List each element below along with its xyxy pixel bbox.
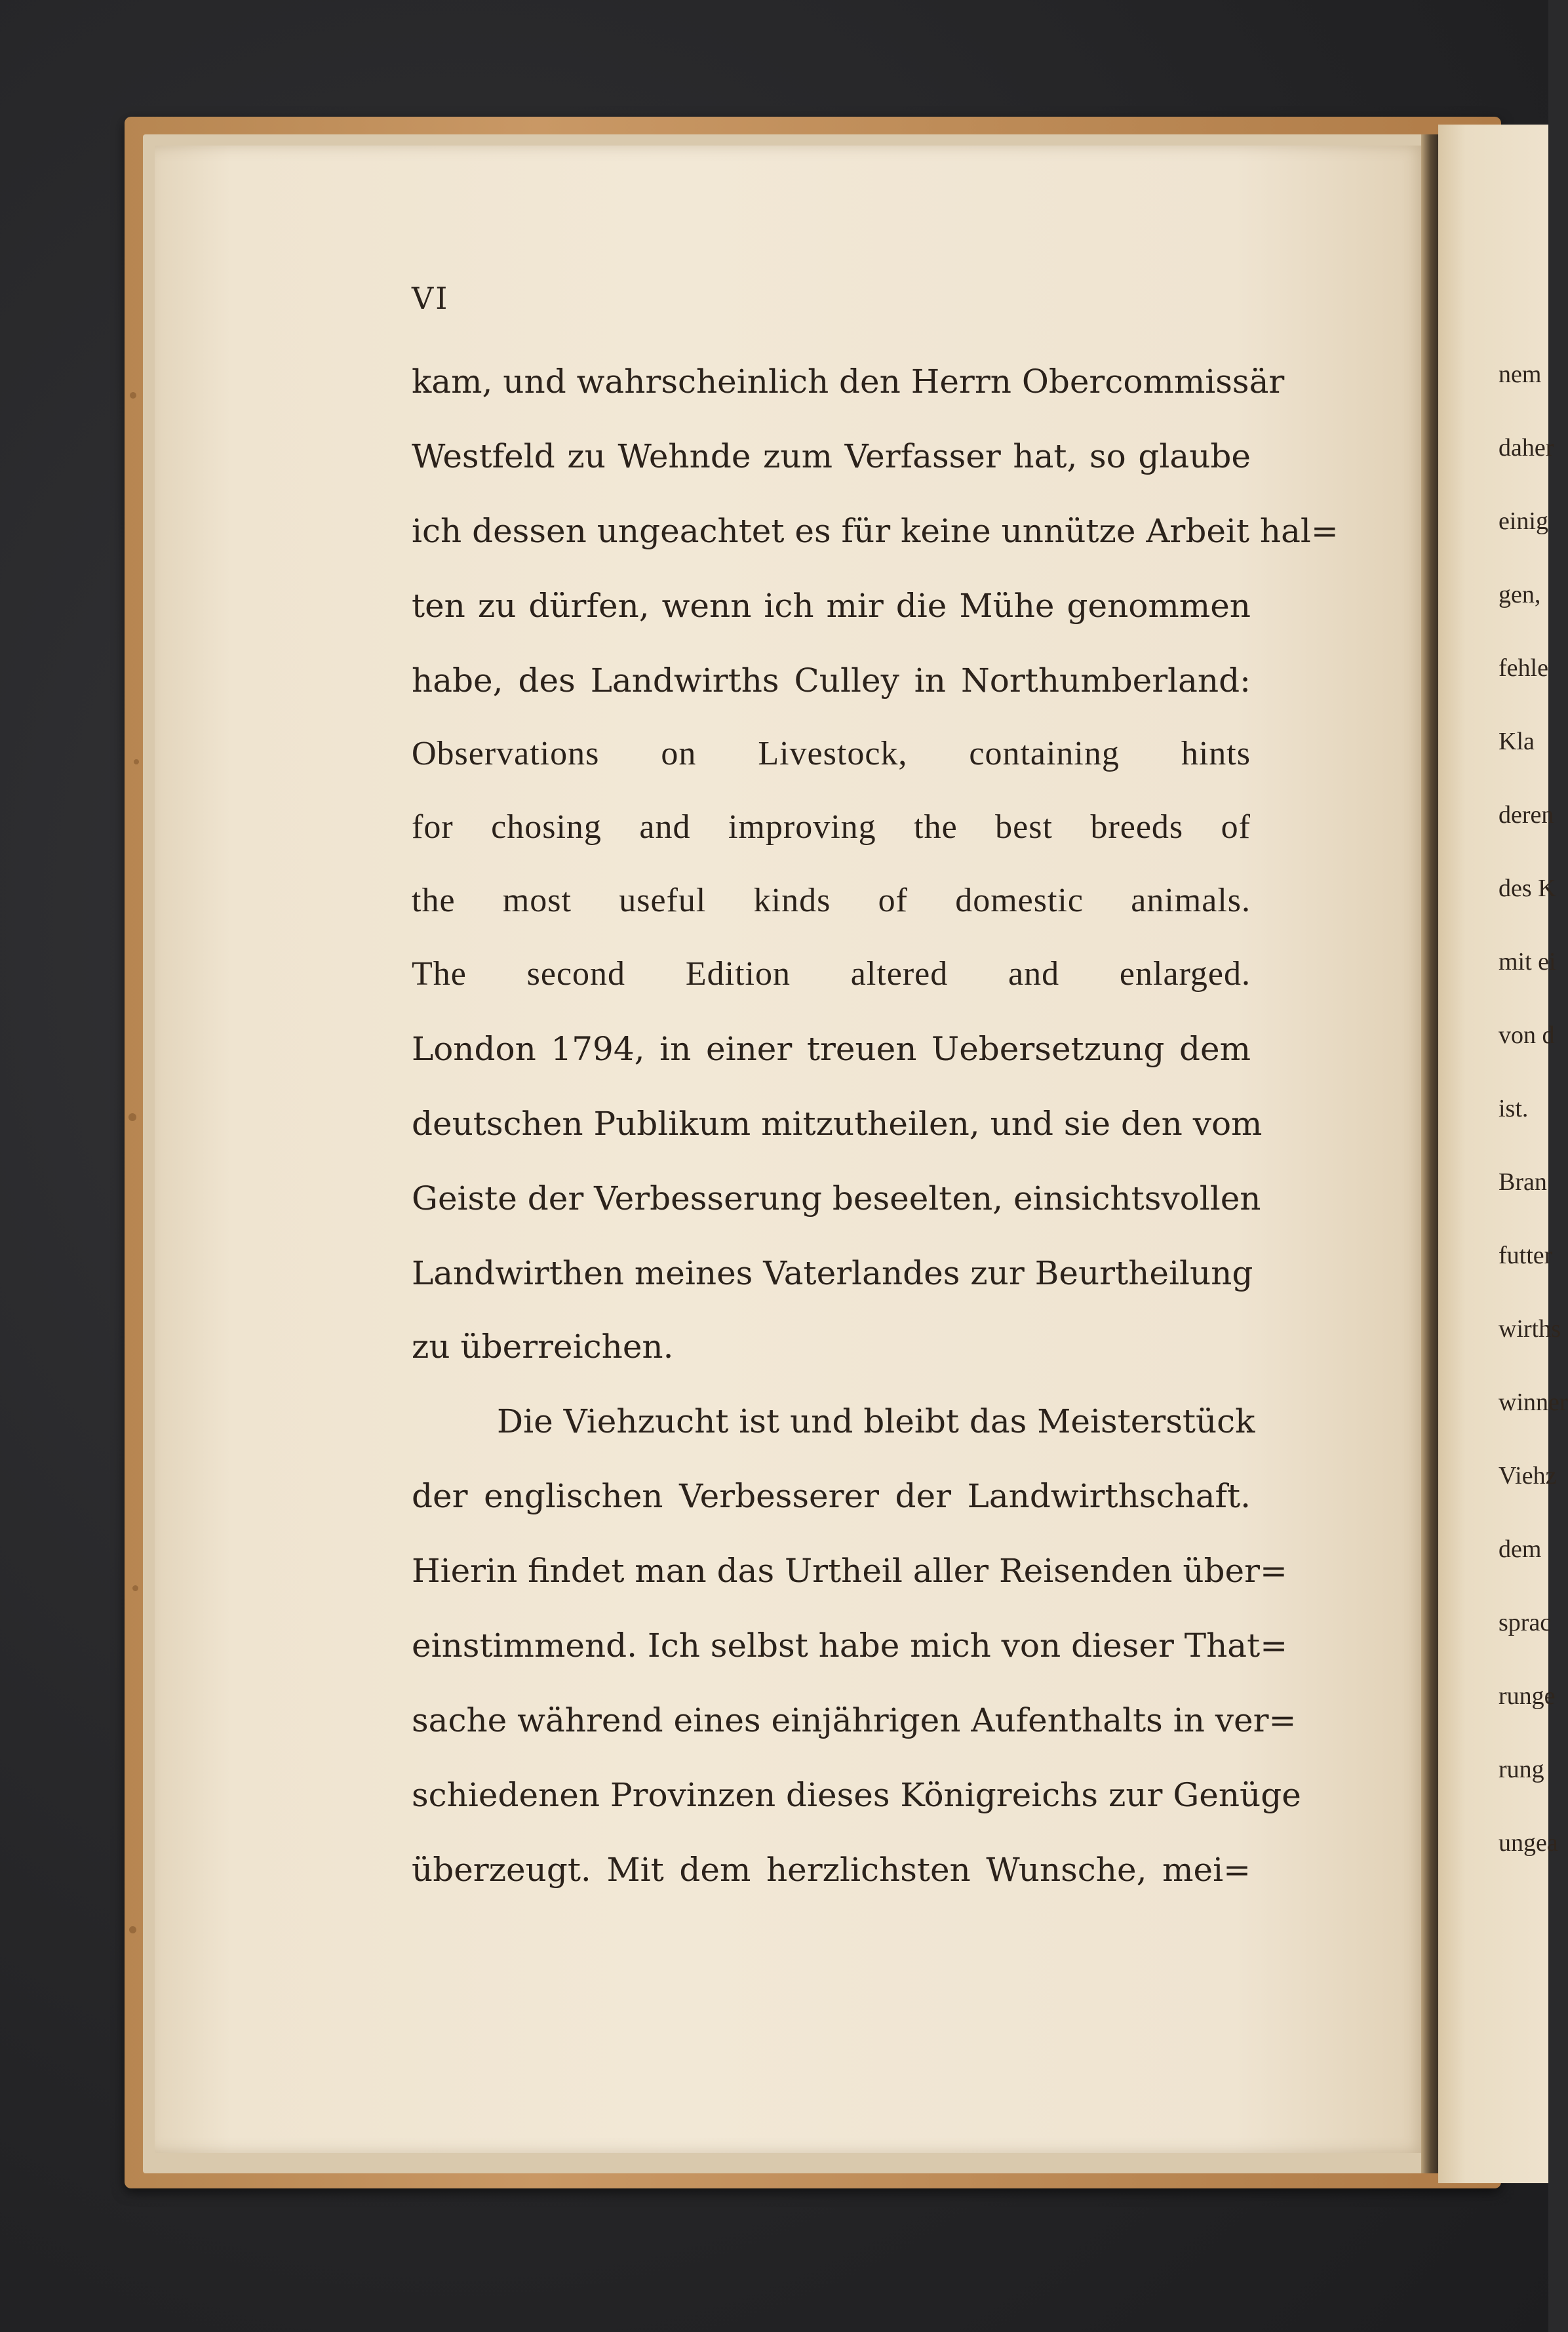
facing-page-fragment: ungea xyxy=(1499,1829,1558,1857)
text-line: Geiste der Verbesserung beseelten, einsichtsvollen xyxy=(412,1179,1261,1217)
facing-page-fragment: Viehz xyxy=(1499,1462,1557,1490)
text-line: überzeugt. Mit dem herzlichsten Wunsche, mei= xyxy=(412,1851,1251,1889)
text-line: Hierin findet man das Urtheil aller Reisenden über= xyxy=(412,1552,1287,1590)
text-line: sache während eines einjährigen Aufenthalts in ver= xyxy=(412,1701,1297,1739)
facing-page-fragment: futter xyxy=(1499,1242,1553,1269)
text-line: Die Viehzucht ist und bleibt das Meisterstück xyxy=(497,1402,1255,1440)
facing-page-fragment: einig xyxy=(1499,507,1548,535)
text-line: ich dessen ungeachtet es für keine unnütze Arbeit hal= xyxy=(412,512,1339,550)
facing-page-fragment: rung xyxy=(1499,1756,1544,1783)
foxing-spot xyxy=(130,392,136,399)
text-line: der englischen Verbesserer der Landwirthschaft. xyxy=(412,1477,1251,1515)
text-line: schiedenen Provinzen dieses Königreichs zur Genüge xyxy=(412,1776,1301,1814)
facing-page-fragment: Kla xyxy=(1499,728,1535,755)
foxing-spot xyxy=(129,1926,136,1933)
text-line: habe, des Landwirths Culley in Northumberland: xyxy=(412,662,1251,700)
facing-page-fragment: des K xyxy=(1499,875,1556,902)
facing-page-fragment: gen, xyxy=(1499,581,1541,608)
text-line: London 1794, in einer treuen Uebersetzung dem xyxy=(412,1030,1251,1068)
book-gutter xyxy=(1421,134,1438,2173)
facing-page-fragment: deren xyxy=(1499,801,1554,829)
facing-page-fragment: Bran xyxy=(1499,1168,1547,1196)
facing-page-fragment: fehle xyxy=(1499,654,1548,682)
text-line: Westfeld zu Wehnde zum Verfasser hat, so glaube xyxy=(412,437,1251,475)
foxing-spot xyxy=(132,1585,138,1591)
facing-page-fragment: runge xyxy=(1499,1682,1556,1710)
text-line: for chosing and improving the best breeds of xyxy=(412,808,1251,846)
text-line: Observations on Livestock, containing hints xyxy=(412,735,1251,772)
text-line: zu überreichen. xyxy=(412,1328,674,1366)
facing-page-fragment: winner xyxy=(1499,1389,1568,1416)
foxing-spot xyxy=(134,759,139,764)
facing-page-fragment: daher xyxy=(1499,434,1554,462)
text-line: einstimmend. Ich selbst habe mich von dieser That= xyxy=(412,1627,1288,1665)
facing-page-fragment: ist. xyxy=(1499,1095,1529,1122)
facing-page-fragment: mit ei xyxy=(1499,948,1556,976)
text-line: Landwirthen meines Vaterlandes zur Beurtheilung xyxy=(412,1254,1253,1292)
facing-page-fragment: wirths xyxy=(1499,1315,1561,1343)
facing-page-fragment: nem xyxy=(1499,361,1542,388)
facing-page-fragment: von d xyxy=(1499,1021,1555,1049)
text-line: the most useful kinds of domestic animals. xyxy=(412,882,1251,919)
page-number: VI xyxy=(412,281,450,316)
text-line: kam, und wahrscheinlich den Herrn Obercommissär xyxy=(412,363,1285,401)
text-line: The second Edition altered and enlarged. xyxy=(412,955,1251,993)
foxing-spot xyxy=(128,1113,136,1121)
text-line: ten zu dürfen, wenn ich mir die Mühe genommen xyxy=(412,587,1251,625)
facing-page-fragment: sprac xyxy=(1499,1609,1552,1636)
text-line: deutschen Publikum mitzutheilen, und sie den vom xyxy=(412,1105,1263,1143)
facing-page-fragment: dem xyxy=(1499,1535,1542,1563)
